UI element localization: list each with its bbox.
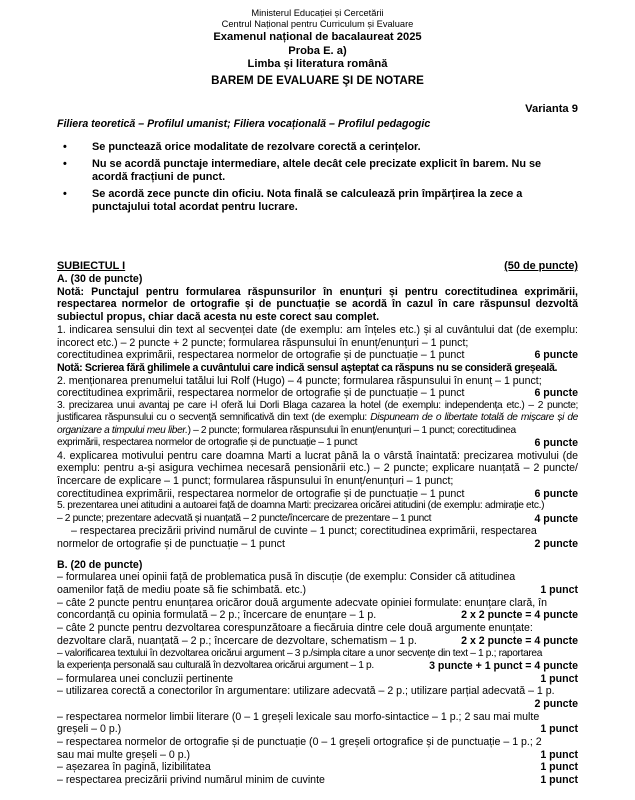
item-5-text: 5. prezentarea unei atitudini a autoarei față de doamna Marti: precizarea oricărei atitudini (de exemplu: admirație etc.) xyxy=(57,500,545,512)
b-item-8-score: sau mai multe greșeli – 0 p.) 1 punct xyxy=(57,748,578,761)
subiect-title: SUBIECTUL I xyxy=(57,260,126,272)
rule-item: • Nu se acordă punctaje intermediare, altele decât cele precizate explicit în barem. Nu se acordă fracțiuni de punct. xyxy=(63,158,542,184)
b-item-2: – câte 2 puncte pentru enunțarea oricăror două argumente adecvate opiniei formulate: enunțare clară, în xyxy=(57,596,547,609)
b-item-6-score: 2 puncte xyxy=(534,697,578,710)
b-item-4-score: la experiența personală sau culturală în dezvoltarea oricărui argument – 1 p. 3 puncte + 1 punct = 4 puncte xyxy=(57,659,578,672)
rule-item: • Se acordă zece puncte din oficiu. Nota finală se calculează prin împărțirea la zece a punctajului total acordat pentru lucrare. xyxy=(63,188,523,214)
item-1-text: 1. indicarea sensului din text al secvenței date (de exemplu: am înțeles etc.) și al cuvântului dat (de exemplu: incorect etc.) – 2 puncte + 2 puncte; formularea răspunsului în enunț/enunțuri – 1 punct; xyxy=(57,323,578,349)
b-item-8: – respectarea normelor de ortografie și de punctuație (0 – 1 greșeli ortografice și de punctuație – 1 p.; 2 xyxy=(57,736,542,749)
item-4-score: corectitudinea exprimării, respectarea normelor de ortografie și de punctuație – 1 punct 6 puncte xyxy=(57,487,578,500)
b-item-1: – formularea unei opinii față de problematica pusă în discuție (de exemplu: Consider că atitudinea xyxy=(57,571,516,584)
barem-title: BAREM DE EVALUARE ŞI DE NOTARE xyxy=(211,73,424,87)
item-2-score: corectitudinea exprimării, respectarea normelor de ortografie și de punctuație – 1 punct 6 puncte xyxy=(57,387,578,400)
general-rules xyxy=(57,141,578,214)
b-item-2-score: concordanță cu opinia formulată – 2 p.; încercare de enunțare – 1 p. 2 x 2 puncte = 4 puncte xyxy=(57,609,578,622)
part-b-title: B. (20 de puncte) xyxy=(57,558,143,571)
item-3-quote: Dispuneam de o libertate totală de mișcare și de organizare a timpului meu liber. xyxy=(57,412,578,436)
item-3-score: exprimării, respectarea normelor de ortografie și de punctuație – 1 punct 6 puncte xyxy=(57,436,578,449)
b-item-5: – formularea unei concluzii pertinente 1 punct xyxy=(57,672,578,685)
item-5-score: – 2 puncte; prezentare adecvată și nuanțată – 2 puncte/încercare de prezentare – 1 punct 4 puncte xyxy=(57,512,578,525)
ministry-name: Ministerul Educației și Cercetării xyxy=(251,8,384,18)
subject-title: Limba și literatura română xyxy=(247,58,388,71)
item-2-text: 2. menționarea prenumelui tatălui lui Rolf (Hugo) – 4 puncte; formularea răspunsului în enunț – 1 punct; xyxy=(57,374,542,387)
subiect-points: (50 de puncte) xyxy=(504,260,578,272)
subiect-heading xyxy=(57,260,578,273)
b-item-7: – respectarea normelor limbii literare (0 – 1 greșeli lexicale sau morfo-sintactice – 1 p.; 2 sau mai multe xyxy=(57,710,540,723)
item-3-text: 3. precizarea unui avantaj pe care i-l oferă lui Dorli Blaga cazarea la hotel (de exemplu: independența etc.) – 2 puncte; justificarea răspunsului cu o secvență semnificativă din text (de exemplu: Dispuneam de o libertate totală de mișcare și de organizare a timpului meu liber.) – 2 puncte; formularea răspunsului în enunț/enunțuri – 1 punct; corectitudinea xyxy=(57,400,578,436)
item-4-text: 4. explicarea motivului pentru care doamna Marti a lucrat până la o vârstă înaintată: precizarea motivului (de exemplu: pentru a-și asigura vechimea necesară pensionării etc.) – 2 puncte; explicare nuanțată – 2 puncte/încercare de explicare – 1 punct; formularea răspunsului în enunț/enunțuri – 1 punct; xyxy=(57,449,578,487)
b-item-10: – respectarea precizării privind numărul minim de cuvinte 1 punct xyxy=(57,774,578,787)
subiect-1 xyxy=(57,260,578,787)
item-5-extra: – respectarea precizării privind numărul de cuvinte – 1 punct; corectitudinea exprimării, respectarea xyxy=(71,525,537,538)
b-item-7-score: greșeli – 0 p.) 1 punct xyxy=(57,723,578,736)
varianta-label: Varianta 9 xyxy=(525,103,578,115)
b-item-3-score: dezvoltare clară, nuanțată – 2 p.; încercare de dezvoltare, schematism – 1 p. 2 x 2 puncte = 4 puncte xyxy=(57,634,578,647)
exam-title: Examenul național de bacalaureat 2025 xyxy=(213,31,422,44)
b-item-3: – câte 2 puncte pentru dezvoltarea corespunzătoare a fiecăruia dintre cele două argumente enunțate: xyxy=(57,622,533,635)
nota-a: Notă: Punctajul pentru formularea răspunsurilor în enunțuri și pentru corectitudinea exprimării, respectarea normelor de ortografie și de punctuație se acordă în cazul în care răspunsul dezvoltă subiectul propus, chiar dacă acesta nu este corect sau complet. xyxy=(57,285,578,324)
nota-2: Notă: Scrierea fără ghilimele a cuvântului care indică sensul așteptat ca răspuns nu se consideră greșeală. xyxy=(57,362,558,374)
b-item-4: – valorificarea textului în dezvoltarea oricărui argument – 3 p./simpla citare a unor secvențe din text – 1 p.; raportarea xyxy=(57,647,543,659)
b-item-6: – utilizarea corectă a conectorilor în argumentare: utilizare adecvată – 2 p.; utilizare parțial adecvată – 1 p. xyxy=(57,685,555,698)
rule-item: • Se punctează orice modalitate de rezolvare corectă a cerințelor. xyxy=(63,141,421,153)
part-a-title: A. (30 de puncte) xyxy=(57,273,143,286)
filiera-line: Filiera teoretică – Profilul umanist; Filiera vocațională – Profilul pedagogic xyxy=(57,118,431,130)
item-1-score: corectitudinea exprimării, respectarea normelor de ortografie și de punctuație – 1 punct 6 puncte xyxy=(57,349,578,362)
center-name: Centrul Național pentru Curriculum și Evaluare xyxy=(221,19,414,30)
proba-title: Proba E. a) xyxy=(288,44,347,57)
b-item-9: – așezarea în pagină, lizibilitatea 1 punct xyxy=(57,761,578,774)
item-5-extra-score: normelor de ortografie și de punctuație – 1 punct 2 puncte xyxy=(57,537,578,550)
b-item-1-score: oamenilor față de mediu poate să fie schimbată. etc.) 1 punct xyxy=(57,584,578,597)
page-header xyxy=(0,8,635,88)
